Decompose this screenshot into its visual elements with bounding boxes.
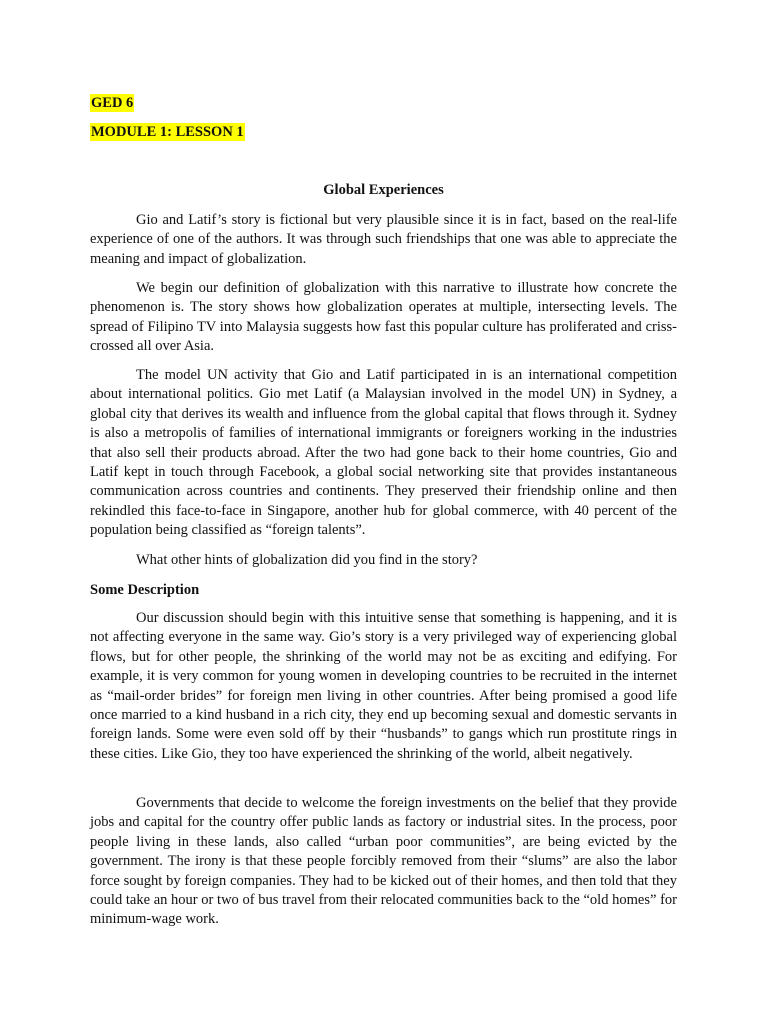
paragraph-6: Governments that decide to welcome the foreign investments on the belief that they provide jobs and capital for the country offer public lands as factory or industrial sites. In the process, poor people living in these lands, also called “urban poor communities”, are being evicted by the government. The irony is that these people forcibly removed from their “slums” are also the labor force sought by foreign companies. They had to be kicked out of their homes, and then told that they could take an hour or two of bus travel from their relocated communities back to the “old homes” for minimum-wage work. [90, 795, 677, 928]
paragraph-2: We begin our definition of globalization with this narrative to illustrate how concrete the phenomenon is. The story shows how globalization operates at multiple, intersecting levels. The spread of Filipino TV into Malaysia suggests how fast this popular culture has proliferated and criss-crossed all over Asia. [90, 280, 677, 355]
paragraph-3: The model UN activity that Gio and Latif participated in is an international competition about international politics. Gio met Latif (a Malaysian involved in the model UN) in Sydney, a global city that derives its wealth and influence from the global capital that flows through it. Sydney is also a metropolis of families of international immigrants or foreigners working in the industries that also sell their products abroad. After the two had gone back to their home countries, Gio and Latif kept in touch through Facebook, a global social networking site that provides instantaneous communication across countries and continents. They preserved their friendship online and then rekindled this face-to-face in Singapore, another hub for global commerce, with 40 percent of the population being classified as “foreign talents”. [90, 367, 677, 539]
section-title: Global Experiences [323, 182, 444, 198]
paragraph-4: What other hints of globalization did you find in the story? [136, 552, 478, 568]
subheading: Some Description [90, 582, 200, 598]
paragraph-1: Gio and Latif’s story is fictional but very plausible since it is in fact, based on the real-life experience of one of the authors. It was through such friendships that one was able to appreciate the meaning and impact of globalization. [90, 212, 677, 267]
course-code-heading: GED 6 [91, 95, 134, 111]
paragraph-5: Our discussion should begin with this intuitive sense that something is happening, and it is not affecting everyone in the same way. Gio’s story is a very privileged way of experiencing global flows, but for other people, the shrinking of the world may not be as exciting and edifying. For example, it is very common for young women in developing countries to be recruited in the internet as “mail-order brides” for foreign men living in other countries. After being promised a good life once married to a kind husband in a rich city, they end up becoming sexual and domestic servants in foreign lands. Some were even sold off by their “husbands” to gangs which run prostitute rings in these cities. Like Gio, they too have experienced the shrinking of the world, albeit negatively. [90, 610, 677, 762]
module-lesson-heading: MODULE 1: LESSON 1 [91, 124, 244, 140]
